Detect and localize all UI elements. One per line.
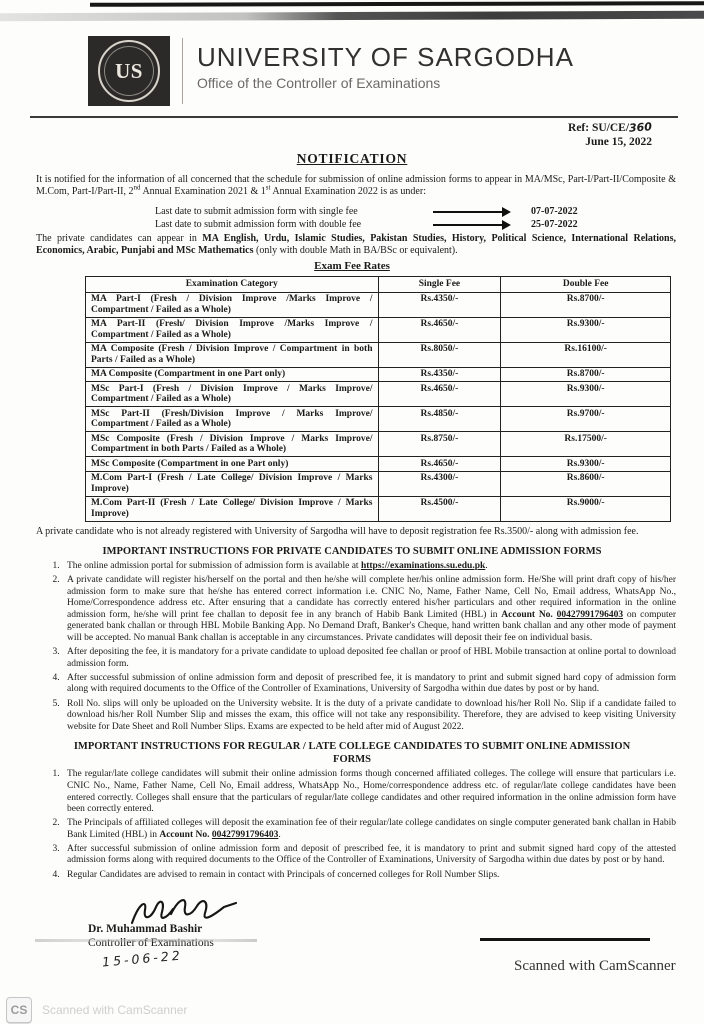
fee-table-cell: MA Composite (Fresh / Division Improve / Compartment in both Parts / Failed as a Whole) — [86, 342, 379, 367]
fee-table-cell: MSc Part-I (Fresh / Division Improve / Marks Improve/ Compartment / Failed as a Whole) — [86, 382, 379, 407]
text-segment: Roll No. slips will only be uploaded on the University website. It is the duty of a private candidate to download his/her Roll No. Slip if a candidate failed to download his/her Roll Number Slip and misses the exam, this office will not take any responsibility. Therefore, they are advised to keep visiting University website for Date Sheet and Roll Number Slips. Exams are expected to be held after mid of August 2022. — [67, 698, 676, 732]
header-divider — [182, 38, 183, 104]
regular-instructions-heading: IMPORTANT INSTRUCTIONS FOR REGULAR / LATE COLLEGE CANDIDATES TO SUBMIT ONLINE ADMISSION FORMS — [73, 741, 631, 765]
deadline-label: Last date to submit admission form with single fee — [155, 206, 358, 217]
page-title: NOTIFICATION — [296, 151, 408, 166]
text-segment: The private candidates can appear in — [36, 233, 203, 244]
fee-table-row — [86, 367, 671, 382]
fee-table-cell: Rs.4300/- — [378, 471, 501, 496]
text-segment: 00427991796403 — [556, 609, 624, 620]
exam-fee-table — [85, 276, 671, 522]
header-rule — [30, 116, 678, 118]
camscanner-logo-icon: CS — [6, 997, 32, 1023]
arrow-right-icon — [433, 211, 509, 213]
deadline-row-single-fee — [155, 205, 704, 218]
fee-table-row — [86, 471, 671, 496]
fee-table-cell: Rs.4650/- — [378, 317, 501, 342]
column-header-single-fee: Single Fee — [378, 277, 501, 293]
instruction-item — [62, 769, 676, 815]
notification-date: June 15, 2022 — [585, 136, 652, 148]
fee-table-cell: Rs.4500/- — [378, 496, 501, 521]
scan-artifact-smudge-line — [35, 939, 257, 942]
letterhead-text — [197, 36, 574, 91]
reference-number: Ref: SU/CE/360 — [568, 120, 653, 135]
fee-table-cell: Rs.4350/- — [378, 367, 501, 382]
instruction-item — [62, 673, 676, 696]
deadline-date: 07-07-2022 — [531, 206, 578, 217]
instruction-item — [62, 561, 676, 573]
camscanner-caption: Scanned with CamScanner — [42, 1003, 188, 1017]
reference-block — [0, 121, 652, 149]
private-instructions-list — [42, 561, 676, 733]
registration-note: A private candidate who is not already registered with University of Sargodha will have to deposit registration fee Rs.3500/- along with admission fee. — [36, 525, 639, 537]
text-segment: After successful submission of online admission form and deposit of prescribed fee, it is mandatory to print and submit signed hard copy of the attested admission forms along with required documents to the Office of the Controller of Examinations, University of Sargodha within due dates by post or by hand. — [67, 843, 676, 866]
text-segment: (only with double Math in BA/BSc or equivalent). — [253, 245, 458, 256]
fee-table-cell: Rs.9300/- — [501, 457, 671, 472]
text-segment: . — [278, 829, 281, 840]
fee-table-cell: Rs.4850/- — [378, 407, 501, 432]
fee-table-cell: Rs.4650/- — [378, 457, 501, 472]
instruction-item — [62, 844, 676, 867]
text-segment: Annual Examination 2021 & 1 — [140, 186, 266, 197]
deadline-date: 25-07-2022 — [531, 219, 578, 230]
text-segment: . — [485, 561, 488, 571]
text-segment: Regular Candidates are advised to remain in contact with Principals of concerned colleges for Roll Number Slips. — [67, 869, 500, 880]
office-name: Office of the Controller of Examinations — [197, 75, 441, 91]
logo-initials: US — [115, 58, 143, 83]
university-seal-icon — [98, 40, 160, 102]
deadline-list — [155, 205, 704, 231]
fee-table-cell: Rs.4650/- — [378, 382, 501, 407]
handwritten-date: 15-06-22 — [101, 947, 184, 970]
fee-table-row — [86, 342, 671, 367]
text-segment: 00427991796403 — [211, 829, 279, 840]
fee-table-cell: M.Com Part-II (Fresh / Late College/ Division Improve / Marks Improve) — [86, 496, 379, 521]
signatory-title: Controller of Examinations — [88, 937, 214, 950]
instruction-item — [62, 575, 676, 645]
fee-table-cell: Rs.9300/- — [501, 317, 671, 342]
fee-table-row — [86, 496, 671, 521]
regular-instructions-list — [42, 769, 676, 881]
fee-table-row — [86, 432, 671, 457]
fee-table-cell: MSc Composite (Fresh / Division Improve / Marks Improve/ Compartment in both Parts / Failed as a Whole) — [86, 432, 379, 457]
fee-table-cell: Rs.9000/- — [501, 496, 671, 521]
fee-table-cell: Rs.8700/- — [501, 367, 671, 382]
text-segment: Account No. — [159, 829, 212, 840]
text-segment: nd — [133, 183, 141, 192]
instruction-item — [62, 870, 676, 882]
fee-table-cell: MA Composite (Compartment in one Part only) — [86, 367, 379, 382]
fee-table-cell: MSc Composite (Compartment in one Part only) — [86, 457, 379, 472]
text-segment: After depositing the fee, it is mandatory for a private candidate to upload deposited fee challan or proof of HBL Mobile transaction at online portal to download admission form. — [67, 647, 676, 669]
text-segment: The Principals of affiliated colleges will deposit the examination fee of their regular/late college candidates on single computer generated bank challan in Habib Bank Limited (HBL) in — [67, 818, 676, 840]
fee-table-row — [86, 407, 671, 432]
text-segment: st — [265, 183, 271, 192]
fee-table-body — [86, 292, 671, 521]
fee-table-cell: Rs.9300/- — [501, 382, 671, 407]
text-segment: MA English, Urdu, Islamic Studies, Pakistan Studies, History, Political Science, International Relations, Economics, Arabic, Punjabi and MSc Mathematics — [36, 233, 676, 256]
instruction-item — [62, 818, 676, 841]
signatory-name: Dr. Muhammad Bashir — [88, 923, 203, 936]
fee-table-cell: Rs.16100/- — [501, 342, 671, 367]
text-segment: https://examinations.su.edu.pk — [360, 561, 486, 571]
handwritten-ref-number: 360 — [628, 120, 653, 135]
fee-table-cell: Rs.8750/- — [378, 432, 501, 457]
fee-table-cell: Rs.8600/- — [501, 471, 671, 496]
text-segment: A private candidate will register his/herself on the portal and then he/she will complete her/his online admission form. He/She will print draft copy of his/her admission form to make sure that he/she has entered correct information i.e. CNIC No, Name, Father Name, Cell No, Email address, WhatsApp No., Home/Correspondence address etc. After ensuring that a candidate has correctly entered his/her particulars and other required information in the online admission form, he/she will print fee challan to deposit fee in any branch of Habib Bank Limited (HBL) in — [67, 575, 676, 620]
fee-table-cell: Rs.8700/- — [501, 292, 671, 317]
private-subjects-paragraph — [36, 233, 676, 257]
fee-table-cell: Rs.17500/- — [501, 432, 671, 457]
instruction-item — [62, 647, 676, 670]
fee-table-row — [86, 292, 671, 317]
university-name: UNIVERSITY OF SARGODHA — [197, 42, 574, 72]
arrow-right-icon — [433, 224, 509, 226]
fee-table-row — [86, 382, 671, 407]
fee-table-row — [86, 457, 671, 472]
deadline-label: Last date to submit admission form with double fee — [155, 219, 362, 230]
column-header-double-fee: Double Fee — [501, 277, 671, 293]
instruction-item — [62, 699, 676, 734]
fee-table-cell: MA Part-I (Fresh / Division Improve /Marks Improve / Compartment / Failed as a Whole) — [86, 292, 379, 317]
text-segment: The regular/late college candidates will submit their online admission forms though concerned affiliated colleges. The college will ensure that particulars i.e. CNIC No., Name, Father Name, Cell No, Email address, WhatsApp No., Home/correspondence address etc. of regular/late college candidates have been entered correctly. Colleges shall ensure that the particulars of regular/late college candidates and other required information in the online admission form have been correctly entered. — [67, 769, 676, 815]
text-segment: After successful submission of online admission form and deposit of prescribed fee, it is mandatory to print and submit signed hard copy of admission form along with required documents to the Office of the Controller of Examinations, University of Sargodha within due dates by post or by hand. — [67, 672, 676, 695]
text-segment: Account No. — [501, 609, 557, 620]
fee-table-title: Exam Fee Rates — [314, 260, 390, 272]
camscanner-footer — [6, 997, 187, 1023]
fee-table-cell: Rs.8050/- — [378, 342, 501, 367]
intro-paragraph — [36, 174, 676, 198]
camscanner-watermark: Scanned with CamScanner — [514, 958, 676, 974]
university-logo — [88, 36, 170, 106]
fee-table-header-row — [86, 277, 671, 293]
text-segment: The online admission portal for submission of admission form is available at — [67, 561, 361, 571]
deadline-row-double-fee — [155, 218, 704, 231]
private-instructions-heading: IMPORTANT INSTRUCTIONS FOR PRIVATE CANDIDATES TO SUBMIT ONLINE ADMISSION FORMS — [102, 545, 602, 557]
text-segment: on computer generated bank challan or through HBL Mobile Banking App. No Demand Draft, Banker's Cheque, hand written bank challan and any other mode of payment will be accepted. No manual Bank challan is acceptable in any circumstances. Private candidates will deposit their fee on individual basis. — [67, 609, 676, 644]
text-segment: Annual Examination 2022 is as under: — [270, 186, 426, 197]
letterhead — [88, 36, 704, 106]
camscanner-separator-line — [480, 938, 650, 941]
fee-table-cell: Rs.4350/- — [378, 292, 501, 317]
fee-table-cell: M.Com Part-I (Fresh / Late College/ Division Improve / Marks Improve) — [86, 471, 379, 496]
fee-table-cell: Rs.9700/- — [501, 407, 671, 432]
column-header-category: Examination Category — [86, 277, 379, 293]
fee-table-cell: MSc Part-II (Fresh/Division Improve / Marks Improve/ Compartment / Failed as a Whole) — [86, 407, 379, 432]
text-segment: It is notified for the information of all concerned that the schedule for submission of online admission forms to appear in MA/MSc, Part-I/Part-II/Composite & M.Com, Part-I/Part-II, 2 — [36, 174, 676, 197]
fee-table-cell: MA Part-II (Fresh/ Division Improve /Marks Improve / Compartment / Failed as a Whole) — [86, 317, 379, 342]
fee-table-row — [86, 317, 671, 342]
